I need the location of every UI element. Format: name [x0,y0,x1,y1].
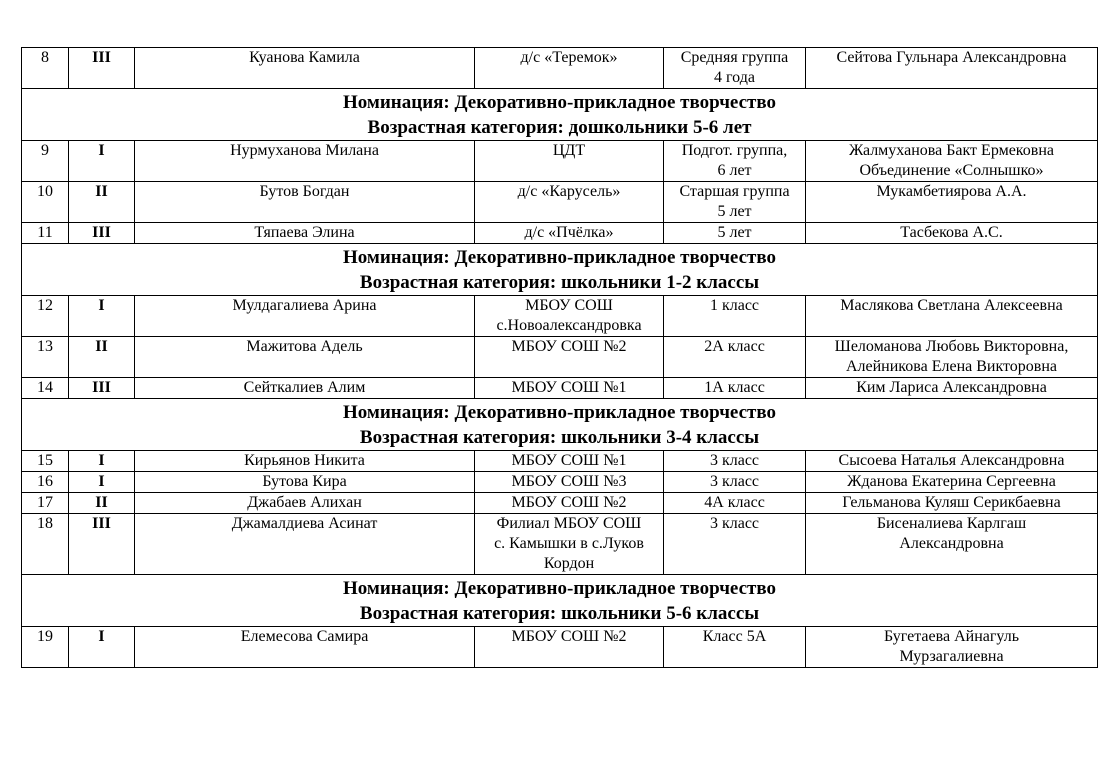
group-class [664,472,806,493]
place-cell: I [69,472,135,493]
group-class-line: 5 лет [717,203,752,220]
nomination-title: Номинация: Декоративно-прикладное творчество [343,578,776,599]
organization-line: д/с «Теремок» [520,49,618,66]
participant-name: Нурмуханова Милана [135,141,475,182]
participant-name: Джамалдиева Асинат [135,514,475,575]
age-category-title: Возрастная категория: школьники 5-6 классы [359,603,760,624]
teacher-name-line: Жданова Екатерина Сергеевна [847,473,1056,490]
teacher-name-line: Мукамбетиярова А.А. [876,183,1027,200]
participant-name: Джабаев Алихан [135,493,475,514]
organization-line: МБОУ СОШ №3 [511,473,627,490]
teacher-name-line: Алейникова Елена Викторовна [845,358,1058,375]
organization [475,451,664,472]
row-number: 18 [22,514,69,575]
teacher-name-line: Гельманова Куляш Серикбаевна [842,494,1061,511]
teacher-name-line: Бугетаева Айнагуль [884,628,1019,645]
row-number: 11 [22,223,69,244]
row-number: 13 [22,337,69,378]
group-class-line: 1А класс [704,379,765,396]
place-cell: III [69,48,135,89]
teacher-name [806,296,1098,337]
group-class-line: 6 лет [717,162,752,179]
organization-line: МБОУ СОШ №2 [511,338,627,355]
row-number: 10 [22,182,69,223]
group-class [664,627,806,668]
place-cell: I [69,627,135,668]
teacher-name [806,472,1098,493]
teacher-name [806,141,1098,182]
organization [475,223,664,244]
group-class-line: 4А класс [704,494,765,511]
table-row [22,223,1098,244]
age-category-title: Возрастная категория: дошкольники 5-6 лет [367,117,752,138]
teacher-name [806,223,1098,244]
organization-line: ЦДТ [552,142,586,159]
participant-name: Куанова Камила [135,48,475,89]
organization-line: Филиал МБОУ СОШ [496,515,642,532]
organization-line: с. Камышки в с.Луков [494,535,644,552]
teacher-name-line: Объединение «Солнышко» [859,162,1044,179]
participant-name: Мажитова Адель [135,337,475,378]
participant-name: Елемесова Самира [135,627,475,668]
results-table [21,47,1098,668]
row-number: 8 [22,48,69,89]
place-cell: III [69,378,135,399]
row-number: 16 [22,472,69,493]
group-class-line: Старшая группа [679,183,790,200]
place-cell: I [69,141,135,182]
teacher-name-line: Жалмуханова Бакт Ермековна [849,142,1054,159]
table-row [22,451,1098,472]
teacher-name-line: Александровна [899,535,1004,552]
organization-line: МБОУ СОШ №1 [511,452,627,469]
place-cell: II [69,337,135,378]
teacher-name-line: Сысоева Наталья Александровна [838,452,1065,469]
table-row [22,48,1098,89]
teacher-name [806,514,1098,575]
row-number: 19 [22,627,69,668]
row-number: 15 [22,451,69,472]
row-number: 17 [22,493,69,514]
teacher-name [806,451,1098,472]
organization [475,627,664,668]
group-class [664,223,806,244]
organization [475,48,664,89]
group-class-line: 4 года [714,69,755,86]
nomination-title: Номинация: Декоративно-прикладное творчество [343,247,776,268]
teacher-name [806,48,1098,89]
group-class [664,451,806,472]
place-cell: II [69,493,135,514]
teacher-name-line: Ким Лариса Александровна [856,379,1047,396]
group-class-line: 3 класс [709,452,760,469]
group-class-line: 3 класс [709,515,760,532]
organization [475,472,664,493]
teacher-name-line: Сейтова Гульнара Александровна [836,49,1067,66]
table-row [22,514,1098,575]
group-class-line: 1 класс [709,297,760,314]
category-header-row [22,89,1098,141]
organization [475,493,664,514]
teacher-name-line: Тасбекова А.С. [900,224,1003,241]
group-class [664,48,806,89]
table-row [22,493,1098,514]
row-number: 12 [22,296,69,337]
teacher-name-line: Бисеналиева Карлгаш [876,515,1027,532]
table-row [22,627,1098,668]
group-class [664,182,806,223]
table-row [22,472,1098,493]
nomination-title: Номинация: Декоративно-прикладное творчество [343,92,776,113]
row-number: 14 [22,378,69,399]
teacher-name-line: Маслякова Светлана Алексеевна [840,297,1063,314]
category-header-row [22,244,1098,296]
category-header-row [22,575,1098,627]
organization-line: с.Новоалександровка [496,317,642,334]
organization-line: МБОУ СОШ №2 [511,494,627,511]
participant-name: Тяпаева Элина [135,223,475,244]
place-cell: I [69,451,135,472]
row-number: 9 [22,141,69,182]
participant-name: Кирьянов Никита [135,451,475,472]
organization [475,337,664,378]
group-class [664,296,806,337]
place-cell: I [69,296,135,337]
teacher-name [806,378,1098,399]
group-class [664,337,806,378]
teacher-name-line: Шеломанова Любовь Викторовна, [834,338,1069,355]
teacher-name-line: Мурзагалиевна [899,648,1004,665]
group-class [664,378,806,399]
category-header [22,575,1098,627]
organization-line: д/с «Карусель» [517,183,621,200]
table-row [22,182,1098,223]
table-row [22,378,1098,399]
organization [475,141,664,182]
group-class-line: 2А класс [704,338,765,355]
results-document [21,47,1097,668]
participant-name: Сейткалиев Алим [135,378,475,399]
teacher-name [806,627,1098,668]
table-row [22,296,1098,337]
group-class [664,493,806,514]
table-row [22,141,1098,182]
organization-line: МБОУ СОШ [525,297,613,314]
organization-line: Кордон [543,555,595,572]
participant-name: Мулдагалиева Арина [135,296,475,337]
organization-line: МБОУ СОШ №2 [511,628,627,645]
group-class-line: 3 класс [709,473,760,490]
category-header-row [22,399,1098,451]
group-class-line: Класс 5А [702,628,767,645]
participant-name: Бутов Богдан [135,182,475,223]
nomination-title: Номинация: Декоративно-прикладное творчество [343,402,776,423]
organization-line: д/с «Пчёлка» [524,224,614,241]
group-class-line: Средняя группа [680,49,789,66]
group-class [664,514,806,575]
category-header [22,244,1098,296]
place-cell: III [69,514,135,575]
organization [475,182,664,223]
organization-line: МБОУ СОШ №1 [511,379,627,396]
place-cell: III [69,223,135,244]
teacher-name [806,493,1098,514]
group-class [664,141,806,182]
table-row [22,337,1098,378]
teacher-name [806,182,1098,223]
organization [475,514,664,575]
teacher-name [806,337,1098,378]
category-header [22,399,1098,451]
group-class-line: 5 лет [717,224,752,241]
category-header [22,89,1098,141]
place-cell: II [69,182,135,223]
participant-name: Бутова Кира [135,472,475,493]
results-table-body [22,48,1098,668]
age-category-title: Возрастная категория: школьники 3-4 классы [359,427,760,448]
group-class-line: Подгот. группа, [681,142,788,159]
organization [475,296,664,337]
age-category-title: Возрастная категория: школьники 1-2 классы [359,272,760,293]
organization [475,378,664,399]
